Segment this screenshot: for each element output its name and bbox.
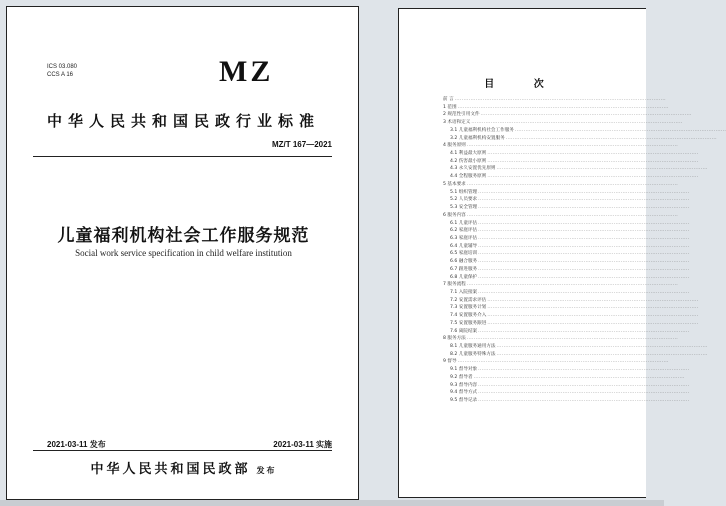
toc-entry — [443, 266, 690, 274]
toc-entry — [443, 204, 690, 212]
toc-entry — [443, 258, 690, 266]
toc-leader-dots: ........................................................................................................................ — [478, 259, 690, 265]
toc-entry-title: 5 基本要求 — [443, 181, 466, 187]
toc-entry-title: 6.3 家庭评估 — [450, 235, 478, 241]
toc-entry-title: 6.2 家庭评估 — [450, 228, 478, 234]
toc-entry-title: 5.3 安全管理 — [450, 205, 478, 211]
toc-leader-dots: ........................................................................................................................ — [496, 351, 708, 357]
release-date: 2021-03-11 发布 — [47, 440, 106, 449]
toc-entry — [443, 150, 699, 158]
issuer-name: 中华人民共和国民政部 — [90, 462, 251, 477]
toc-entry-title: 7.2 安置需求评估 — [450, 297, 487, 303]
toc-entry-title: 5.1 组织管理 — [450, 189, 478, 195]
toc-entry — [443, 111, 692, 119]
toc-leader-dots: ........................................................................................................................ — [466, 212, 678, 218]
toc-leader-dots: ........................................................................................................................ — [478, 197, 690, 203]
toc-leader-dots: ........................................................................................................................ — [466, 282, 678, 288]
toc-entry — [443, 196, 690, 204]
toc-entry — [443, 397, 690, 405]
toc-leader-dots: ........................................................................................................................ — [457, 359, 669, 365]
toc-entry-title: 8 服务方法 — [443, 336, 466, 342]
toc-entry — [443, 104, 669, 112]
toc-entry-title: 5.2 人员要求 — [450, 197, 478, 203]
toc-entry-title: 9.5 督导记录 — [450, 398, 478, 404]
toc-entry — [443, 289, 690, 297]
toc-entry — [443, 189, 690, 197]
toc-leader-dots: ........................................................................................................................ — [496, 166, 708, 172]
toc-leader-dots: ........................................................................................................................ — [466, 181, 678, 187]
toc-leader-dots: ........................................................................................................................ — [478, 235, 690, 241]
toc-leader-dots: ........................................................................................................................ — [466, 336, 678, 342]
toc-leader-dots: ........................................................................................................................ — [478, 251, 690, 257]
toc-entry — [443, 212, 678, 220]
issuer-suffix: 发布 — [256, 466, 277, 475]
toc-entry-title: 7.4 安置服务介入 — [450, 313, 487, 319]
toc-leader-dots: ........................................................................................................................ — [487, 313, 699, 319]
toc-list — [443, 96, 726, 405]
toc-leader-dots: ........................................................................................................................ — [478, 228, 690, 234]
toc-entry — [443, 304, 699, 312]
toc-leader-dots: ........................................................................................................................ — [473, 374, 685, 380]
toc-entry-title: 6.8 儿童保护 — [450, 274, 478, 280]
toc-entry — [443, 119, 683, 127]
toc-leader-dots: ........................................................................................................................ — [478, 328, 690, 334]
toc-leader-dots: ........................................................................................................................ — [487, 158, 699, 164]
implementation-date: 2021-03-11 实施 — [273, 440, 332, 449]
toc-leader-dots: ........................................................................................................................ — [478, 382, 690, 388]
toc-entry-title: 3 术语和定义 — [443, 120, 471, 126]
toc-entry-title: 6 服务内容 — [443, 212, 466, 218]
toc-entry — [443, 297, 699, 305]
toc-entry — [443, 358, 669, 366]
standard-code: MZ/T 167—2021 — [271, 140, 332, 149]
toc-entry-title: 8.2 儿童服务特殊方法 — [450, 351, 496, 357]
toc-entry-title: 7.6 离院结案 — [450, 328, 478, 334]
toc-entry-title: 6.4 儿童辅导 — [450, 243, 478, 249]
toc-leader-dots: ........................................................................................................................ — [487, 174, 699, 180]
toc-leader-dots: ........................................................................................................................ — [478, 390, 690, 396]
toc-leader-dots: ........................................................................................................................ — [496, 344, 708, 349]
toc-entry-title: 2 规范性引用文件 — [443, 112, 480, 118]
toc-entry — [443, 312, 699, 320]
toc-entry-title: 8.1 儿童服务通用方法 — [450, 344, 496, 349]
mz-logo: MZ — [219, 55, 274, 88]
toc-leader-dots: ........................................................................................................................ — [478, 367, 690, 373]
toc-leader-dots: ........................................................................................................................ — [487, 320, 699, 326]
toc-entry — [443, 165, 708, 173]
toc-entry-title: 4 服务原则 — [443, 143, 466, 149]
toc-entry-title: 7.1 入院接案 — [450, 289, 478, 295]
background-strip — [0, 500, 664, 506]
toc-leader-dots: ........................................................................................................................ — [478, 266, 690, 272]
toc-entry — [443, 382, 690, 390]
toc-entry-title: 6.7 跟进服务 — [450, 266, 478, 272]
standard-title: 中华人民共和国民政行业标准 — [46, 112, 320, 130]
ics-code: ICS 03.080 — [47, 64, 78, 70]
toc-entry — [443, 320, 699, 328]
ccs-code: CCS A 16 — [47, 72, 74, 78]
toc-entry — [443, 274, 690, 282]
toc-entry-title: 7.5 安置服务跟进 — [450, 320, 487, 326]
toc-leader-dots: ........................................................................................................................ — [478, 220, 690, 226]
toc-leader-dots: ........................................................................................................................ — [457, 104, 669, 110]
toc-leader-dots: ........................................................................................................................ — [487, 151, 699, 157]
bottom-rule — [33, 450, 332, 451]
toc-entry — [443, 389, 690, 397]
toc-leader-dots: ........................................................................................................................ — [478, 205, 690, 211]
toc-entry-title: 6.6 融合服务 — [450, 259, 478, 265]
toc-entry-title: 4.1 利益最大原则 — [450, 151, 487, 157]
document-title-english: Social work service specification in child welfare institution — [75, 248, 292, 258]
issuer — [7, 458, 360, 477]
toc-entry-title: 1 范围 — [443, 104, 457, 110]
toc-entry — [443, 127, 726, 135]
toc-entry — [443, 142, 678, 150]
toc-entry — [443, 351, 708, 359]
toc-entry-title: 3.2 儿童福利机构安置服务 — [450, 135, 505, 141]
toc-entry — [443, 250, 690, 258]
toc-entry-title: 4.3 永久安置优先原则 — [450, 166, 496, 172]
toc-entry — [443, 135, 717, 143]
toc-entry — [443, 158, 699, 166]
toc-leader-dots: ........................................................................................................................ — [478, 398, 690, 404]
top-rule — [33, 156, 332, 157]
toc-entry — [443, 243, 690, 251]
toc-leader-dots: ........................................................................................................................ — [505, 135, 717, 141]
toc-entry — [443, 235, 690, 243]
toc-entry-title: 6.5 家庭培训 — [450, 251, 478, 257]
toc-entry — [443, 335, 678, 343]
toc-entry — [443, 173, 699, 181]
toc-entry-title: 前 言 — [443, 97, 454, 102]
toc-entry — [443, 374, 685, 382]
toc-entry-title: 6.1 儿童评估 — [450, 220, 478, 226]
toc-entry-title: 9.3 督导内容 — [450, 382, 478, 388]
cover-page — [6, 6, 359, 500]
toc-heading: 目 次 — [484, 79, 562, 90]
toc-entry-title: 7.3 安置服务计划 — [450, 305, 487, 311]
toc-leader-dots: ........................................................................................................................ — [478, 243, 690, 249]
toc-entry — [443, 328, 690, 336]
toc-entry-title: 9.1 督导对象 — [450, 367, 478, 373]
toc-entry — [443, 227, 690, 235]
toc-entry — [443, 96, 666, 104]
toc-leader-dots: ........................................................................................................................ — [480, 112, 692, 118]
toc-entry-title: 4.4 全程服务原则 — [450, 174, 487, 180]
toc-entry-title: 9.2 督导者 — [450, 374, 473, 380]
toc-leader-dots: ........................................................................................................................ — [466, 143, 678, 149]
toc-leader-dots: ........................................................................................................................ — [514, 127, 726, 133]
toc-entry-title: 9 督导 — [443, 359, 457, 365]
toc-leader-dots: ........................................................................................................................ — [471, 120, 683, 126]
toc-entry-title: 3.1 儿童福利机构社会工作服务 — [450, 127, 514, 133]
toc-entry-title: 7 服务流程 — [443, 282, 466, 288]
toc-entry — [443, 366, 690, 374]
toc-page — [398, 8, 726, 498]
toc-leader-dots: ........................................................................................................................ — [478, 189, 690, 195]
toc-leader-dots: ........................................................................................................................ — [478, 289, 690, 295]
toc-leader-dots: ........................................................................................................................ — [454, 97, 666, 102]
toc-entry-title: 9.4 督导方式 — [450, 390, 478, 396]
toc-leader-dots: ........................................................................................................................ — [487, 305, 699, 311]
toc-leader-dots: ........................................................................................................................ — [487, 297, 699, 303]
toc-entry — [443, 281, 678, 289]
toc-entry — [443, 181, 678, 189]
toc-entry-title: 4.2 伤害最小原则 — [450, 158, 487, 164]
document-title: 儿童福利机构社会工作服务规范 — [57, 226, 310, 246]
toc-leader-dots: ........................................................................................................................ — [478, 274, 690, 280]
toc-entry — [443, 343, 708, 351]
toc-entry — [443, 220, 690, 228]
